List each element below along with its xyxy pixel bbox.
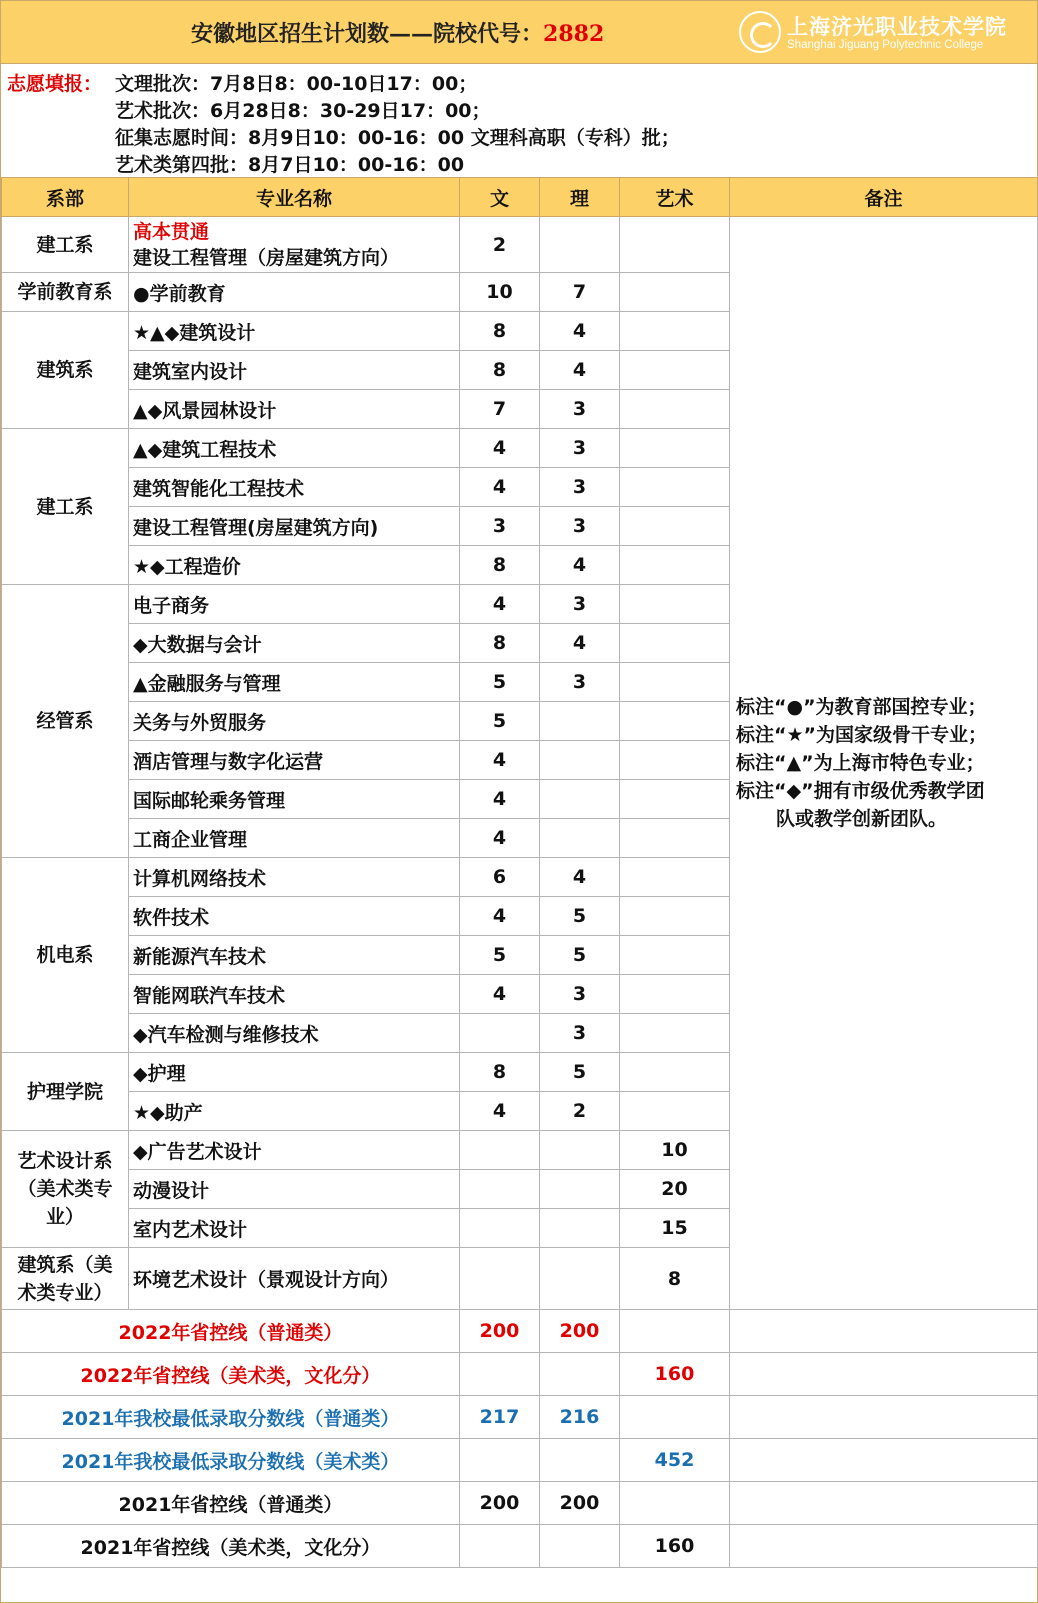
wen-cell: 4: [460, 780, 540, 819]
art-cell: [620, 546, 730, 585]
wen-cell: [460, 1170, 540, 1209]
major-cell: 国际邮轮乘务管理: [129, 780, 460, 819]
major-cell: ◆护理: [129, 1053, 460, 1092]
score-label: 2021年我校最低录取分数线（普通类）: [2, 1396, 460, 1439]
li-cell: [540, 741, 620, 780]
major-cell: 建设工程管理(房屋建筑方向): [129, 507, 460, 546]
li-cell: 3: [540, 507, 620, 546]
major-cell: ◆广告艺术设计: [129, 1131, 460, 1170]
score-remark: [730, 1525, 1038, 1568]
score-row: [2, 1525, 1038, 1568]
score-remark: [730, 1353, 1038, 1396]
wen-cell: 10: [460, 273, 540, 312]
major-cell: 环境艺术设计（景观设计方向）: [129, 1248, 460, 1310]
major-cell: ◆大数据与会计: [129, 624, 460, 663]
notice-line: 文理批次：7月8日8：00-10日17：00；: [115, 73, 478, 95]
major-cell: 建筑室内设计: [129, 351, 460, 390]
score-art: 452: [620, 1439, 730, 1482]
wen-cell: 6: [460, 858, 540, 897]
art-cell: [620, 1014, 730, 1053]
major-cell: 建筑智能化工程技术: [129, 468, 460, 507]
major-cell: 动漫设计: [129, 1170, 460, 1209]
li-cell: [540, 780, 620, 819]
logo-name-cn: 上海济光职业技术学院: [787, 15, 1007, 39]
dept-cell: 经管系: [2, 585, 129, 858]
score-art: [620, 1396, 730, 1439]
art-cell: [620, 390, 730, 429]
art-cell: [620, 663, 730, 702]
wen-cell: [460, 1014, 540, 1053]
score-li: 200: [540, 1482, 620, 1525]
li-cell: [540, 702, 620, 741]
score-remark: [730, 1439, 1038, 1482]
wen-cell: 4: [460, 975, 540, 1014]
column-header-li: 理: [540, 178, 620, 217]
score-li: 216: [540, 1396, 620, 1439]
score-art: 160: [620, 1525, 730, 1568]
column-header-major: 专业名称: [129, 178, 460, 217]
notice-line: 艺术类第四批：8月7日10：00-16：00: [115, 154, 465, 176]
score-row: [2, 1353, 1038, 1396]
dept-cell: 建工系: [2, 429, 129, 585]
art-cell: [620, 702, 730, 741]
major-name: 建设工程管理（房屋建筑方向）: [133, 246, 400, 269]
score-label: 2021年省控线（普通类）: [2, 1482, 460, 1525]
art-cell: [620, 858, 730, 897]
li-cell: 5: [540, 1053, 620, 1092]
dept-cell: [2, 1131, 129, 1248]
art-cell: [620, 585, 730, 624]
wen-cell: 7: [460, 390, 540, 429]
dept-line: 建筑系（美: [17, 1253, 113, 1276]
dept-cell: 护理学院: [2, 1053, 129, 1131]
college-logo: [739, 9, 1029, 57]
li-cell: [540, 1131, 620, 1170]
table-row: [2, 217, 1038, 273]
art-cell: [620, 273, 730, 312]
art-cell: [620, 507, 730, 546]
wen-cell: 8: [460, 312, 540, 351]
notice-label: 志愿填报：: [7, 73, 103, 95]
dept-line: 业）: [45, 1206, 84, 1228]
li-cell: 4: [540, 546, 620, 585]
wen-cell: [460, 1209, 540, 1248]
remark-line: 标注“★”为国家级骨干专业；: [736, 724, 988, 746]
dept-line: 艺术设计系: [17, 1150, 113, 1172]
score-remark: [730, 1310, 1038, 1353]
li-cell: 3: [540, 429, 620, 468]
art-cell: [620, 936, 730, 975]
column-header-wen: 文: [460, 178, 540, 217]
art-cell: [620, 780, 730, 819]
major-cell: ◆汽车检测与维修技术: [129, 1014, 460, 1053]
major-cell: 电子商务: [129, 585, 460, 624]
wen-cell: 4: [460, 819, 540, 858]
application-notice: [1, 63, 1037, 177]
score-wen: [460, 1525, 540, 1568]
art-cell: [620, 819, 730, 858]
major-cell: 工商企业管理: [129, 819, 460, 858]
dept-line: 术类专业）: [17, 1281, 113, 1304]
li-cell: 4: [540, 351, 620, 390]
remark-line: 队或教学创新团队。: [776, 808, 948, 830]
art-cell: 10: [620, 1131, 730, 1170]
li-cell: 5: [540, 936, 620, 975]
wen-cell: 4: [460, 1092, 540, 1131]
dept-cell: 建筑系: [2, 312, 129, 429]
wen-cell: 5: [460, 702, 540, 741]
school-code: 2882: [543, 21, 605, 47]
table-header-row: [2, 178, 1038, 217]
li-cell: 3: [540, 468, 620, 507]
art-cell: 15: [620, 1209, 730, 1248]
score-row: [2, 1439, 1038, 1482]
li-cell: 4: [540, 312, 620, 351]
wen-cell: 8: [460, 624, 540, 663]
remark-line: 标注“●”为教育部国控专业；: [736, 696, 987, 718]
art-cell: [620, 312, 730, 351]
major-cell: 智能网联汽车技术: [129, 975, 460, 1014]
logo-name-en: Shanghai Jiguang Polytechnic College: [787, 39, 984, 51]
major-cell: 计算机网络技术: [129, 858, 460, 897]
li-cell: 3: [540, 663, 620, 702]
wen-cell: 4: [460, 585, 540, 624]
dept-cell: 学前教育系: [2, 273, 129, 312]
column-header-dept: 系部: [2, 178, 129, 217]
wen-cell: 5: [460, 936, 540, 975]
major-cell: 关务与外贸服务: [129, 702, 460, 741]
score-wen: 200: [460, 1310, 540, 1353]
score-label: 2021年我校最低录取分数线（美术类）: [2, 1439, 460, 1482]
li-cell: 5: [540, 897, 620, 936]
li-cell: 3: [540, 975, 620, 1014]
score-remark: [730, 1482, 1038, 1525]
art-cell: [620, 351, 730, 390]
dept-cell: 建工系: [2, 217, 129, 273]
major-tag: 高本贯通: [133, 220, 210, 243]
header-bar: [1, 1, 1037, 64]
dept-cell: 机电系: [2, 858, 129, 1053]
li-cell: 4: [540, 858, 620, 897]
remark-line: 标注“▲”为上海市特色专业；: [736, 752, 985, 774]
score-label: 2022年省控线（美术类，文化分）: [2, 1353, 460, 1396]
li-cell: 4: [540, 624, 620, 663]
remark-cell: [730, 217, 1038, 1310]
score-art: [620, 1310, 730, 1353]
score-row: [2, 1482, 1038, 1525]
art-cell: [620, 217, 730, 273]
li-cell: 3: [540, 390, 620, 429]
score-remark: [730, 1396, 1038, 1439]
major-cell: 新能源汽车技术: [129, 936, 460, 975]
notice-line: 征集志愿时间：8月9日10：00-16：00 文理科高职（专科）批；: [115, 127, 680, 149]
wen-cell: 4: [460, 429, 540, 468]
college-emblem-icon: [739, 11, 781, 53]
major-cell: ★▲◆建筑设计: [129, 312, 460, 351]
wen-cell: 4: [460, 741, 540, 780]
page-title: 安徽地区招生计划数——院校代号：2882: [191, 21, 605, 47]
li-cell: 7: [540, 273, 620, 312]
li-cell: [540, 1170, 620, 1209]
major-cell: ★◆工程造价: [129, 546, 460, 585]
wen-cell: 8: [460, 351, 540, 390]
li-cell: [540, 1248, 620, 1310]
art-cell: 20: [620, 1170, 730, 1209]
art-cell: [620, 624, 730, 663]
score-wen: 217: [460, 1396, 540, 1439]
score-label: 2022年省控线（普通类）: [2, 1310, 460, 1353]
score-li: [540, 1439, 620, 1482]
score-art: [620, 1482, 730, 1525]
art-cell: [620, 741, 730, 780]
art-cell: 8: [620, 1248, 730, 1310]
score-wen: 200: [460, 1482, 540, 1525]
art-cell: [620, 975, 730, 1014]
wen-cell: 4: [460, 897, 540, 936]
enrollment-plan-table: [1, 177, 1038, 1568]
score-li: [540, 1525, 620, 1568]
score-wen: [460, 1439, 540, 1482]
score-row: [2, 1396, 1038, 1439]
major-cell: ★◆助产: [129, 1092, 460, 1131]
li-cell: [540, 217, 620, 273]
major-cell: ▲金融服务与管理: [129, 663, 460, 702]
li-cell: [540, 819, 620, 858]
art-cell: [620, 897, 730, 936]
wen-cell: 3: [460, 507, 540, 546]
art-cell: [620, 429, 730, 468]
wen-cell: 8: [460, 1053, 540, 1092]
art-cell: [620, 1092, 730, 1131]
li-cell: 3: [540, 585, 620, 624]
wen-cell: 2: [460, 217, 540, 273]
wen-cell: [460, 1131, 540, 1170]
li-cell: 3: [540, 1014, 620, 1053]
notice-line: 艺术批次：6月28日8：30-29日17：00；: [115, 100, 491, 122]
wen-cell: 5: [460, 663, 540, 702]
wen-cell: [460, 1248, 540, 1310]
score-li: 200: [540, 1310, 620, 1353]
dept-cell: [2, 1248, 129, 1310]
score-art: 160: [620, 1353, 730, 1396]
column-header-remark: 备注: [730, 178, 1038, 217]
li-cell: [540, 1209, 620, 1248]
major-cell: ▲◆建筑工程技术: [129, 429, 460, 468]
art-cell: [620, 468, 730, 507]
major-cell: ▲◆风景园林设计: [129, 390, 460, 429]
score-label: 2021年省控线（美术类，文化分）: [2, 1525, 460, 1568]
art-cell: [620, 1053, 730, 1092]
li-cell: 2: [540, 1092, 620, 1131]
score-row: [2, 1310, 1038, 1353]
wen-cell: 8: [460, 546, 540, 585]
major-cell: 室内艺术设计: [129, 1209, 460, 1248]
major-cell: 软件技术: [129, 897, 460, 936]
score-li: [540, 1353, 620, 1396]
dept-line: （美术类专: [17, 1178, 113, 1200]
major-cell: 酒店管理与数字化运营: [129, 741, 460, 780]
major-cell: [129, 217, 460, 273]
major-cell: ●学前教育: [129, 273, 460, 312]
column-header-art: 艺术: [620, 178, 730, 217]
score-wen: [460, 1353, 540, 1396]
remark-line: 标注“◆”拥有市级优秀教学团: [736, 780, 985, 802]
wen-cell: 4: [460, 468, 540, 507]
